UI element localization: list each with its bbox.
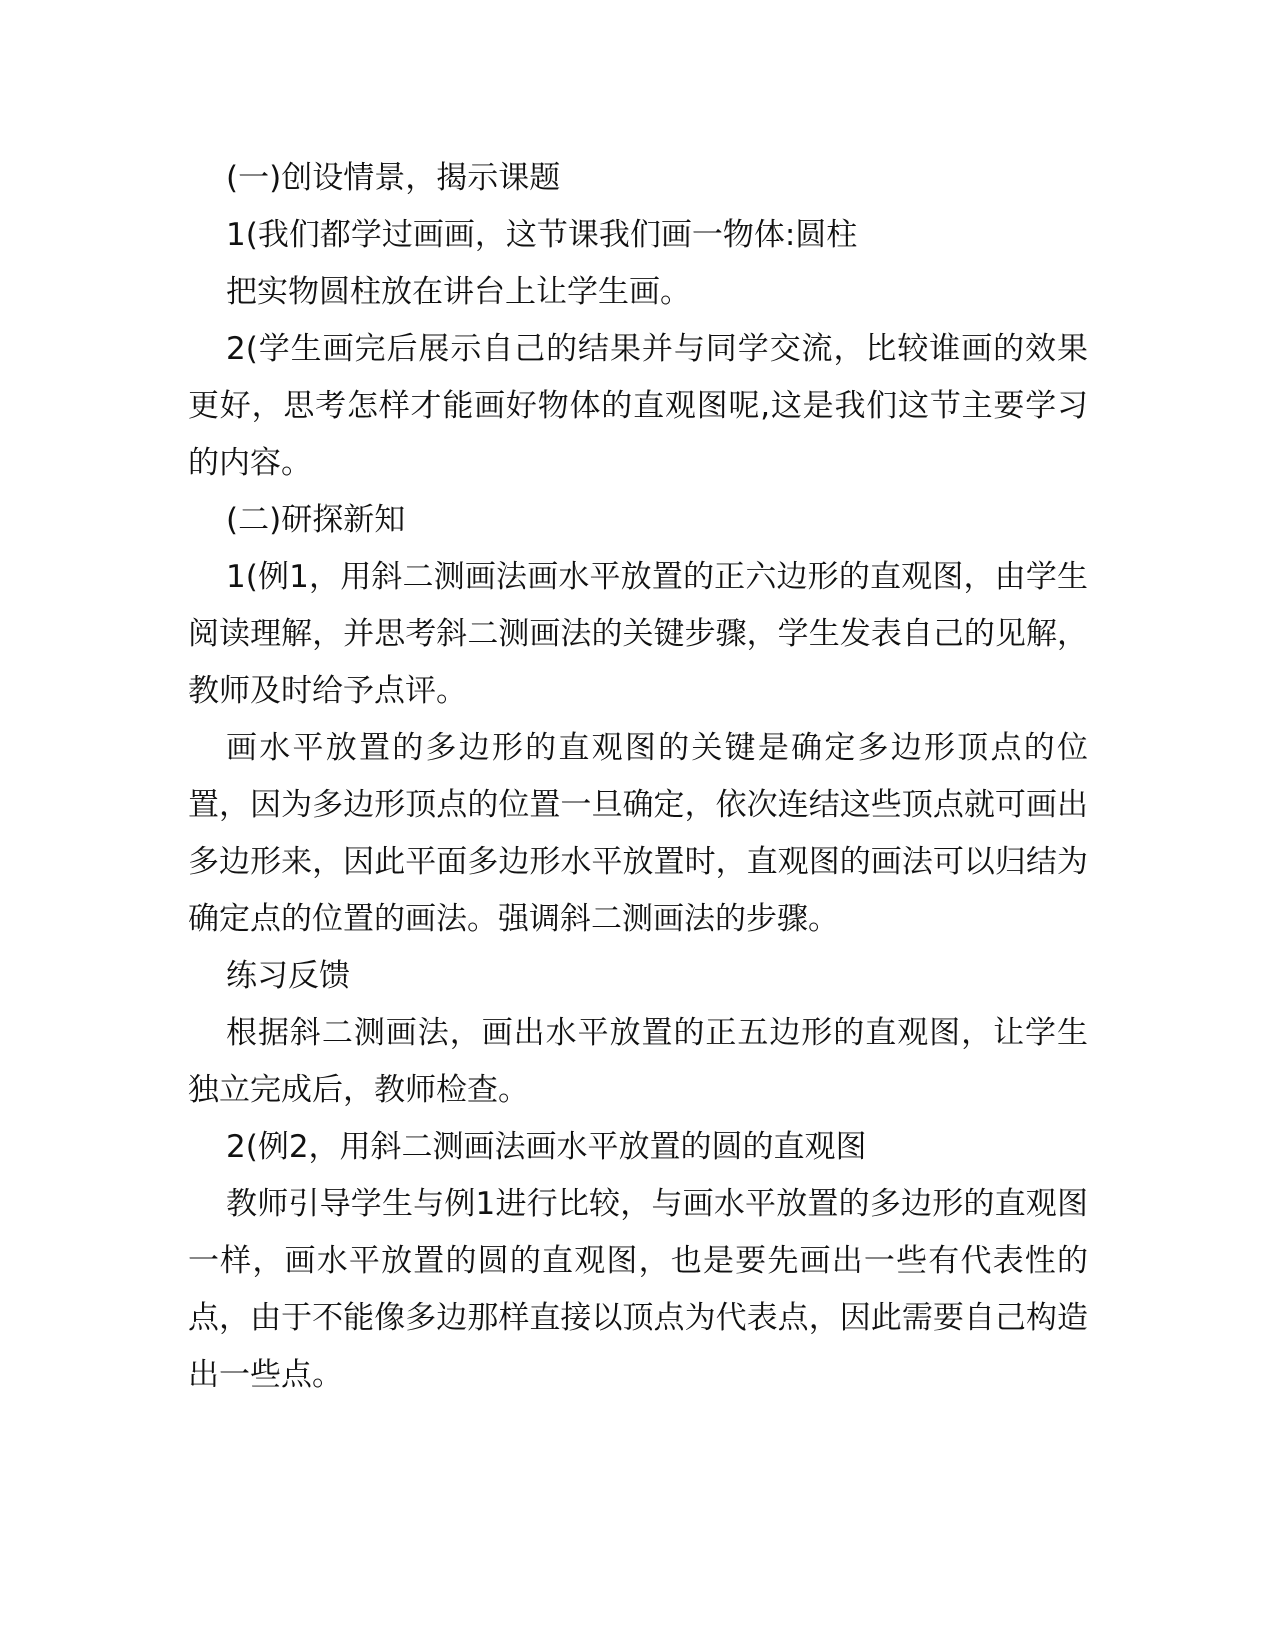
- section-heading-2: (二)研探新知: [226, 502, 406, 538]
- paragraph-4: 1(例1，用斜二测画法画水平放置的正六边形的直观图，由学生阅读理解，并思考斜二测画法的关键步骤，学生发表自己的见解，教师及时给予点评。: [188, 559, 1088, 709]
- paragraph-5: 画水平放置的多边形的直观图的关键是确定多边形顶点的位置，因为多边形顶点的位置一旦确定，依次连结这些顶点就可画出多边形来，因此平面多边形水平放置时，直观图的画法可以归结为确定点的位置的画法。强调斜二测画法的步骤。: [188, 730, 1088, 937]
- subheading-practice: 练习反馈: [226, 958, 350, 994]
- paragraph-2: 把实物圆柱放在讲台上让学生画。: [226, 274, 691, 310]
- paragraph-8: 教师引导学生与例1进行比较，与画水平放置的多边形的直观图一样，画水平放置的圆的直观图，也是要先画出一些有代表性的点，由于不能像多边那样直接以顶点为代表点，因此需要自己构造出一些点。: [188, 1186, 1088, 1393]
- paragraph-7: 2(例2，用斜二测画法画水平放置的圆的直观图: [226, 1129, 867, 1165]
- paragraph-6: 根据斜二测画法，画出水平放置的正五边形的直观图，让学生独立完成后，教师检查。: [188, 1015, 1088, 1108]
- section-heading-1: (一)创设情景，揭示课题: [226, 160, 561, 196]
- paragraph-3: 2(学生画完后展示自己的结果并与同学交流，比较谁画的效果更好，思考怎样才能画好物体的直观图呢,这是我们这节主要学习的内容。: [188, 331, 1088, 481]
- paragraph-1: 1(我们都学过画画，这节课我们画一物体:圆柱: [226, 217, 858, 253]
- document-page: [188, 150, 1088, 1404]
